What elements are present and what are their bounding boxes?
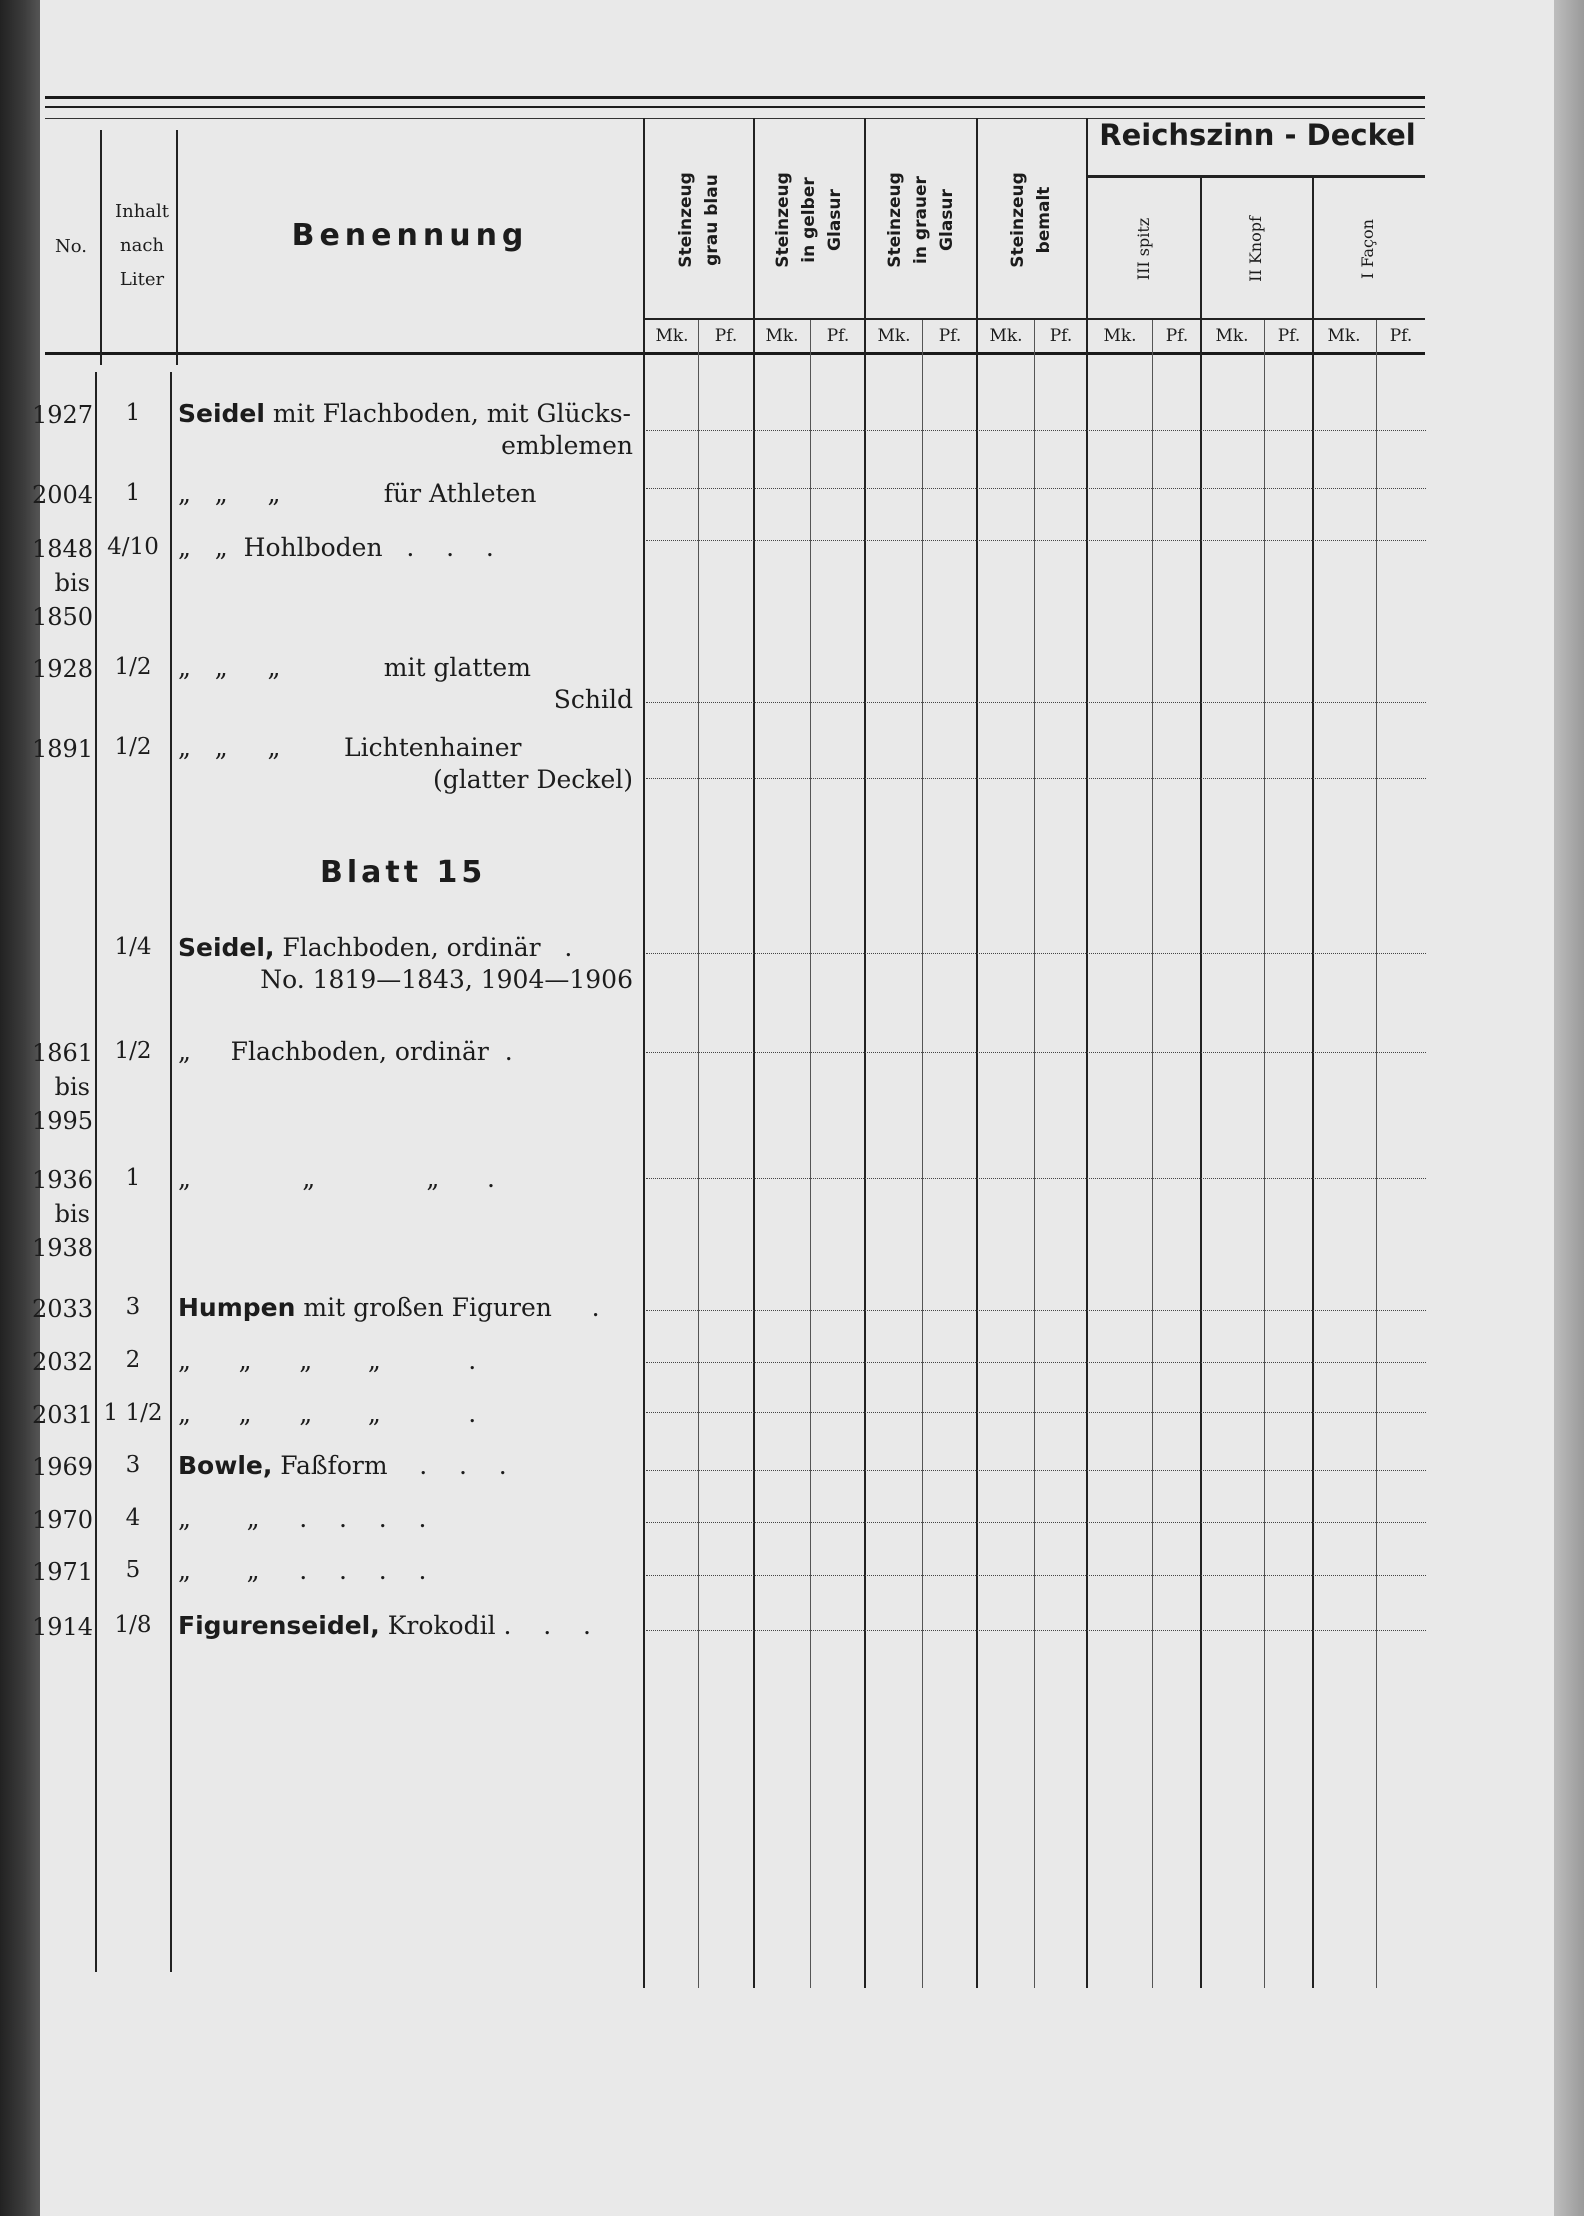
row-item-text: „ „ . . . . <box>178 1504 427 1533</box>
mkpf-divider <box>1034 320 1035 1988</box>
row-description <box>178 1398 633 1430</box>
row-description <box>178 1036 633 1068</box>
row-item-text: Faßform . . . <box>272 1451 507 1480</box>
row-description <box>178 732 633 796</box>
row-volume: 4 <box>125 1505 141 1531</box>
row-dotted-line <box>646 540 1426 541</box>
row-dotted-line <box>646 1630 1426 1631</box>
unit-mk: Mk. <box>1103 326 1137 346</box>
row-item-text: „ „ „ Lichtenhainer <box>178 733 522 762</box>
header-inhalt: Inhalt nach Liter <box>114 201 170 290</box>
row-volume: 1 1/2 <box>103 1400 163 1426</box>
row-volume: 1/2 <box>114 1038 152 1064</box>
row-volume: 1/2 <box>114 654 152 680</box>
row-volume: 1/4 <box>114 934 152 960</box>
row-number: 1927 <box>32 401 94 429</box>
row-description <box>178 1450 633 1482</box>
col-divider-inhalt <box>176 130 178 365</box>
top-rule-2 <box>45 106 1425 108</box>
unit-pf: Pf. <box>714 326 738 346</box>
col-divider-4 <box>1086 118 1088 1988</box>
row-volume: 3 <box>125 1452 141 1478</box>
row-item-text: „ „ Hohlboden . . . <box>178 533 494 562</box>
row-item-name: Figurenseidel, <box>178 1611 380 1640</box>
unit-pf: Pf. <box>1389 326 1413 346</box>
header-col3: Steinzeug in grauer Glasur <box>885 172 957 268</box>
row-volume: 1 <box>125 1165 141 1191</box>
row-volume: 5 <box>125 1557 141 1583</box>
row-item-text-cont: emblemen <box>501 431 633 460</box>
row-dotted-line <box>646 1178 1426 1179</box>
mkpf-divider <box>1152 320 1153 1988</box>
row-volume: 1/8 <box>114 1612 152 1638</box>
row-item-text: „ „ „ für Athleten <box>178 479 537 508</box>
row-item-text: „ Flachboden, ordinär . <box>178 1037 513 1066</box>
row-dotted-line <box>646 1362 1426 1363</box>
row-description <box>178 1555 633 1587</box>
row-item-text: mit Flachboden, mit Glücks- <box>264 399 631 428</box>
header-col1: Steinzeug grau blau <box>676 172 722 268</box>
top-rule <box>45 96 1425 99</box>
row-description <box>178 478 633 510</box>
col-divider-1 <box>753 118 755 1988</box>
row-volume: 2 <box>125 1347 141 1373</box>
header-no: No. <box>55 236 87 257</box>
row-description <box>178 532 633 564</box>
row-volume: 3 <box>125 1294 141 1320</box>
row-dotted-line <box>646 702 1426 703</box>
header-sub1: III spitz <box>1134 217 1153 281</box>
unit-row-rule <box>645 318 1425 320</box>
row-number: 1970 <box>32 1506 94 1534</box>
body-divider-inhalt <box>170 372 172 1972</box>
unit-pf: Pf. <box>1165 326 1189 346</box>
unit-pf: Pf. <box>938 326 962 346</box>
row-volume: 1 <box>125 400 141 426</box>
col-divider-5 <box>1200 178 1202 1988</box>
mkpf-divider <box>698 320 699 1988</box>
row-description <box>178 1163 633 1195</box>
row-volume: 1/2 <box>114 734 152 760</box>
mkpf-divider <box>1376 320 1377 1988</box>
row-description <box>178 652 633 716</box>
header-reichszinn: Reichszinn - Deckel <box>1099 118 1416 152</box>
row-number: 1928 <box>32 655 94 683</box>
header-col2: Steinzeug in gelber Glasur <box>773 172 845 268</box>
row-item-text: „ „ „ mit glattem <box>178 653 531 682</box>
unit-pf: Pf. <box>1049 326 1073 346</box>
row-description <box>178 1345 633 1377</box>
row-dotted-line <box>646 1412 1426 1413</box>
row-number: 1936 bis 1938 <box>32 1166 94 1262</box>
header-sub3: I Façon <box>1358 219 1377 279</box>
row-number: 1848 bis 1850 <box>32 535 94 631</box>
row-item-name: Humpen <box>178 1293 296 1322</box>
row-number: 2004 <box>32 481 94 509</box>
header-bottom-rule <box>45 352 1425 355</box>
body-divider-no <box>95 372 97 1972</box>
row-number: 1971 <box>32 1558 94 1586</box>
reichszinn-rule <box>1088 175 1425 178</box>
row-number: 1914 <box>32 1613 94 1641</box>
row-description <box>178 1292 633 1324</box>
mkpf-divider <box>922 320 923 1988</box>
row-dotted-line <box>646 1470 1426 1471</box>
header-benennung: Benennung <box>291 218 529 253</box>
row-number: 1861 bis 1995 <box>32 1039 94 1135</box>
header-sub2: II Knopf <box>1246 216 1265 282</box>
row-number: 1891 <box>32 735 94 763</box>
row-number: 2033 <box>32 1295 94 1323</box>
col-divider-6 <box>1312 178 1314 1988</box>
unit-pf: Pf. <box>1277 326 1301 346</box>
header-col4: Steinzeug bemalt <box>1008 172 1054 268</box>
col-divider-3 <box>976 118 978 1988</box>
row-item-name: Seidel, <box>178 933 275 962</box>
row-dotted-line <box>646 1575 1426 1576</box>
row-item-text-cont: Schild <box>553 685 633 714</box>
row-dotted-line <box>646 430 1426 431</box>
row-item-text: Flachboden, ordinär . <box>274 933 573 962</box>
row-dotted-line <box>646 1310 1426 1311</box>
mkpf-divider <box>810 320 811 1988</box>
unit-mk: Mk. <box>877 326 911 346</box>
row-item-text: „ „ „ . <box>178 1164 495 1193</box>
row-item-text-cont: (glatter Deckel) <box>433 765 633 794</box>
catalog-page <box>32 0 1554 2216</box>
row-volume: 1 <box>125 480 141 506</box>
row-item-text-cont: No. 1819—1843, 1904—1906 <box>260 965 633 994</box>
row-volume: 4/10 <box>107 534 159 560</box>
row-item-name: Seidel <box>178 399 265 428</box>
col-divider-benennung <box>643 118 645 1988</box>
page-edge <box>1554 0 1584 2216</box>
row-dotted-line <box>646 1522 1426 1523</box>
row-item-text: „ „ „ „ . <box>178 1399 477 1428</box>
row-item-text: mit großen Figuren . <box>295 1293 600 1322</box>
row-number: 2031 <box>32 1401 94 1429</box>
mkpf-divider <box>1264 320 1265 1988</box>
row-number: 2032 <box>32 1348 94 1376</box>
row-item-text: Krokodil . . . <box>379 1611 591 1640</box>
row-number: 1969 <box>32 1453 94 1481</box>
row-dotted-line <box>646 953 1426 954</box>
unit-mk: Mk. <box>989 326 1023 346</box>
unit-mk: Mk. <box>655 326 689 346</box>
unit-mk: Mk. <box>1327 326 1361 346</box>
unit-pf: Pf. <box>826 326 850 346</box>
unit-mk: Mk. <box>1215 326 1249 346</box>
row-item-text: „ „ . . . . <box>178 1556 427 1585</box>
row-description <box>178 1503 633 1535</box>
row-dotted-line <box>646 1052 1426 1053</box>
row-description <box>178 1610 633 1642</box>
row-item-text: „ „ „ „ . <box>178 1346 477 1375</box>
col-divider-no <box>100 130 102 365</box>
row-item-name: Bowle, <box>178 1451 273 1480</box>
blatt-heading: Blatt 15 <box>320 855 487 890</box>
row-dotted-line <box>646 488 1426 489</box>
row-description <box>178 398 633 462</box>
col-divider-2 <box>864 118 866 1988</box>
row-description <box>178 932 633 996</box>
row-dotted-line <box>646 778 1426 779</box>
unit-mk: Mk. <box>765 326 799 346</box>
